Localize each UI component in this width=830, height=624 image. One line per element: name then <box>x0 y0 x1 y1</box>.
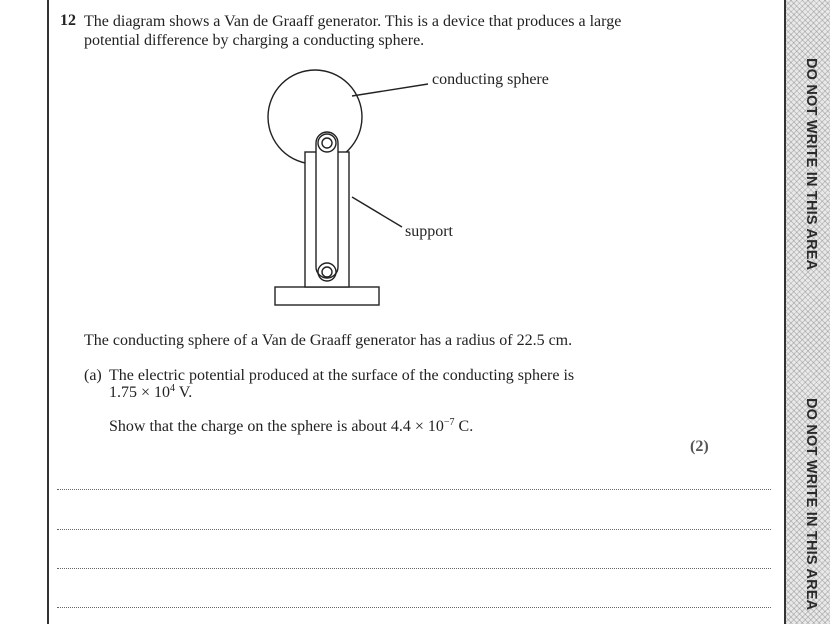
potential-unit: V. <box>175 384 193 401</box>
show-unit: C. <box>454 418 474 435</box>
answer-line-3[interactable] <box>57 568 771 569</box>
part-a-text <box>109 367 669 401</box>
marks-indicator: (2) <box>690 438 709 455</box>
question-number: 12 <box>60 12 76 29</box>
conducting-sphere-shape <box>268 70 362 164</box>
belt-shape <box>316 132 338 278</box>
show-exponent: −7 <box>443 417 455 428</box>
margin-warning-bottom: DO NOT WRITE IN THIS AREA <box>803 398 819 611</box>
left-margin-rule <box>47 0 49 624</box>
label-support: support <box>405 223 453 240</box>
answer-line-4[interactable] <box>57 607 771 608</box>
part-a-line-1: The electric potential produced at the surface of the conducting sphere is <box>109 367 575 384</box>
intro-line-1: The diagram shows a Van de Graaff generator. This is a device that produces a large <box>84 13 622 30</box>
potential-exponent: 4 <box>170 383 176 394</box>
question-intro <box>84 12 684 50</box>
intro-line-2: potential difference by charging a conducting sphere. <box>84 32 425 49</box>
answer-line-2[interactable] <box>57 529 771 530</box>
label-conducting-sphere: conducting sphere <box>432 71 549 88</box>
base-shape <box>275 287 379 305</box>
support-leader-line <box>352 197 402 227</box>
sphere-leader-line <box>352 84 428 96</box>
potential-mantissa: 1.75 × 10 <box>109 384 171 401</box>
part-a-label: (a) <box>84 367 102 384</box>
part-a-potential-value <box>109 384 669 401</box>
margin-warning-top: DO NOT WRITE IN THIS AREA <box>803 58 819 271</box>
radius-sentence: The conducting sphere of a Van de Graaff generator has a radius of 22.5 cm. <box>84 332 573 349</box>
van-de-graaff-diagram <box>230 62 570 312</box>
answer-line-1[interactable] <box>57 489 771 490</box>
show-that-instruction <box>109 418 473 436</box>
show-prefix: Show that the charge on the sphere is about 4.4 × 10 <box>109 418 444 435</box>
